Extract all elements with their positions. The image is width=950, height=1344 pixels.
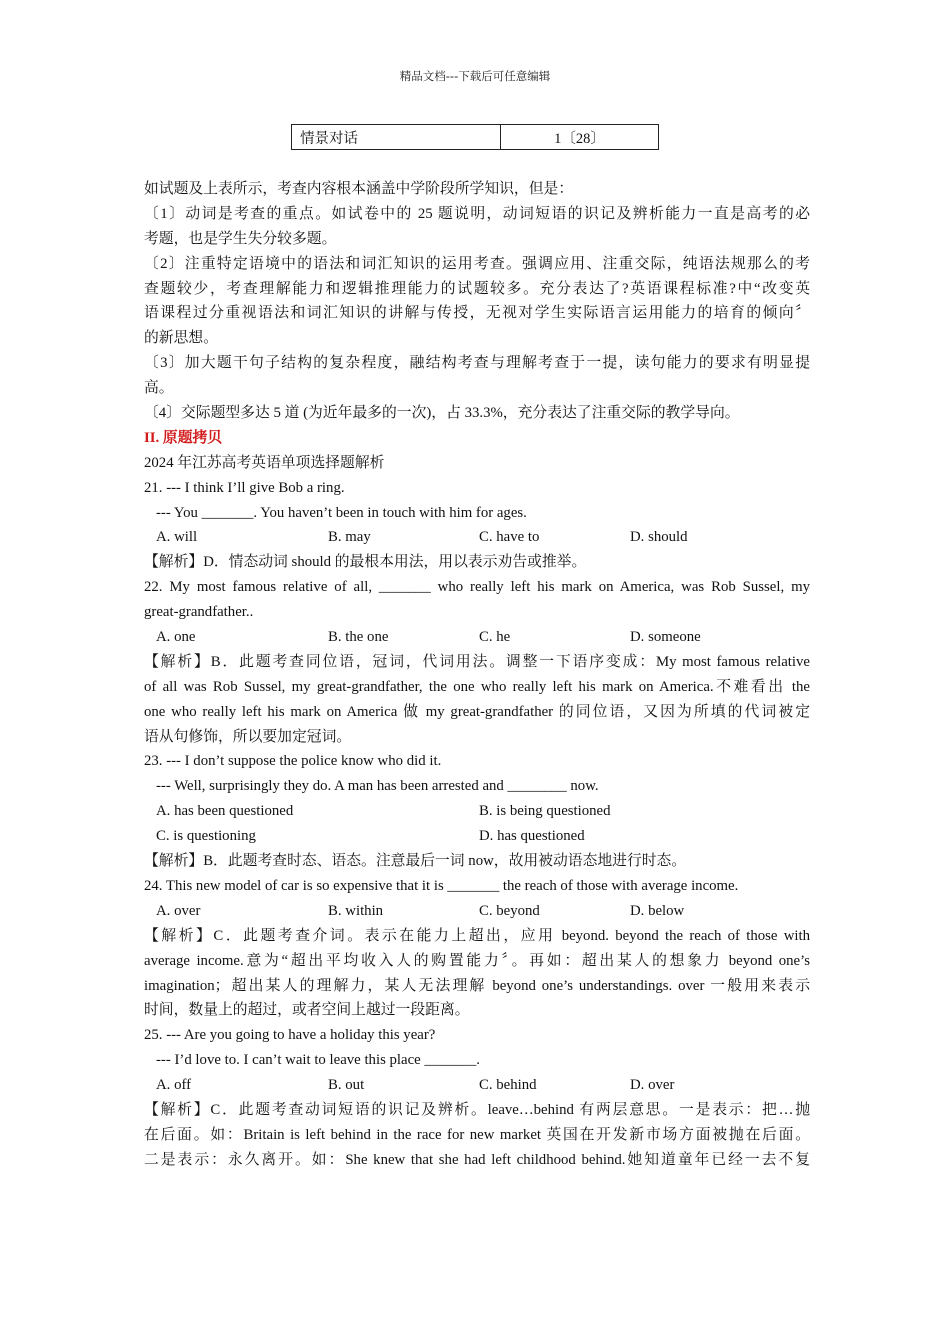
option-a: A. over (156, 902, 201, 919)
option-a: A. off (156, 1077, 192, 1094)
option-b: B. the one (328, 629, 389, 646)
question-25-analysis-cont: 二是表示：永久离开。如：She knew that she had left childhood behind.她知道童年已经一去不复 (144, 1151, 810, 1168)
option-d: D. should (630, 529, 688, 546)
table-cell-value: 1〔28〕 (501, 125, 659, 150)
option-c: C. is questioning (156, 828, 256, 845)
question-22-options (144, 625, 810, 650)
intro-point-4: 〔4〕交际题型多达 5 道 (为近年最多的一次)，占 33.3%，充分表达了注重交际的教学导向。 (144, 405, 740, 422)
page-header: 精品文档---下载后可任意编辑 (399, 69, 551, 83)
question-21-stem: 21. --- I think I’ll give Bob a ring. (144, 479, 345, 496)
option-c: C. have to (479, 529, 540, 546)
question-25-analysis: 【解析】C．此题考查动词短语的识记及辨析。leave…behind 有两层意思。一是表示：把…抛 (144, 1101, 810, 1118)
intro-point-2-cont: 语课程过分重视语法和词汇知识的讲解与传授，无视对学生实际语言运用能力的培育的倾向〞 (144, 305, 810, 322)
option-d: D. someone (630, 629, 701, 646)
question-22-analysis-cont: 语从句修饰，所以要加定冠词。 (144, 728, 352, 745)
option-d: D. below (630, 902, 685, 919)
option-b: B. out (328, 1077, 365, 1094)
question-23-options-row-2 (144, 824, 810, 849)
question-24-stem: 24. This new model of car is so expensive that it is _______ the reach of those with average income. (144, 877, 739, 894)
question-23-response: --- Well, surprisingly they do. A man has been arrested and ________ now. (156, 778, 599, 795)
table-cell-label: 情景对话 (292, 125, 501, 150)
question-22-stem: 22. My most famous relative of all, _______ who really left his mark on America, was Rob Sussel, my (144, 579, 810, 596)
question-22-analysis-cont: of all was Rob Sussel, my great-grandfather, the one who really left his mark on America.不难看出 the (144, 678, 810, 695)
document-body (144, 177, 810, 1173)
question-21-options (144, 525, 810, 550)
intro-lead: 如试题及上表所示，考查内容根本涵盖中学阶段所学知识，但是： (144, 181, 574, 197)
question-24-analysis-cont: imagination；超出某人的理解力，某人无法理解 beyond one’s understandings. over 一般用来表示 (144, 977, 810, 994)
option-a: A. has been questioned (156, 803, 294, 820)
question-23-options-row-1 (144, 799, 810, 824)
option-b: B. is being questioned (479, 803, 611, 820)
intro-point-2: 〔2〕注重特定语境中的语法和词汇知识的运用考查。强调应用、注重交际，纯语法规那么的考 (144, 255, 810, 272)
question-22-analysis: 【解析】B．此题考查同位语，冠词，代词用法。调整一下语序变成：My most famous relative (144, 653, 810, 670)
option-a: A. will (156, 529, 198, 546)
section-subtitle: 2024 年江苏高考英语单项选择题解析 (144, 454, 385, 471)
section-title: II. 原题拷贝 (144, 429, 223, 446)
option-b: B. may (328, 529, 371, 546)
question-24-analysis-cont: average income.意为“超出平均收入人的购置能力〞。再如：超出某人的想象力 beyond one’s (144, 952, 810, 969)
question-23-stem: 23. --- I don’t suppose the police know who did it. (144, 753, 442, 770)
table-row (292, 125, 659, 150)
question-24-options (144, 899, 810, 924)
question-25-options (144, 1073, 810, 1098)
question-24-analysis: 【解析】C．此题考查介词。表示在能力上超出，应用 beyond. beyond the reach of those with (144, 927, 810, 944)
option-d: D. over (630, 1077, 675, 1094)
intro-point-3: 〔3〕加大题干句子结构的复杂程度，融结构考查与理解考查于一提，读句能力的要求有明显提 (144, 355, 810, 372)
option-a: A. one (156, 629, 196, 646)
intro-point-2-cont: 查题较少，考查理解能力和逻辑推理能力的试题较多。充分表达了?英语课程标准?中“改变英 (144, 280, 810, 297)
option-d: D. has questioned (479, 828, 585, 845)
question-25-analysis-cont: 在后面。如：Britain is left behind in the race for new market 英国在开发新市场方面被抛在后面。 (144, 1126, 810, 1143)
intro-point-1-cont: 考题，也是学生失分较多题。 (144, 230, 337, 247)
intro-point-1: 〔1〕动词是考查的重点。如试卷中的 25 题说明，动词短语的识记及辨析能力一直是高考的必 (144, 205, 810, 222)
intro-point-2-cont: 的新思想。 (144, 330, 218, 347)
question-22-analysis-cont: one who really left his mark on America 做 my great-grandfather 的同位语，又因为所填的代词被定 (144, 703, 810, 720)
question-23-analysis: 【解析】B．此题考查时态、语态。注意最后一词 now，故用被动语态地进行时态。 (144, 853, 687, 870)
option-c: C. beyond (479, 902, 540, 919)
question-24-analysis-cont: 时间，数量上的超过，或者空间上越过一段距离。 (144, 1002, 470, 1019)
question-21-response: --- You _______. You haven’t been in touch with him for ages. (156, 504, 527, 521)
option-c: C. behind (479, 1077, 537, 1094)
category-table (291, 124, 659, 150)
option-c: C. he (479, 629, 511, 646)
option-b: B. within (328, 902, 384, 919)
question-25-stem: 25. --- Are you going to have a holiday this year? (144, 1027, 436, 1044)
question-21-analysis: 【解析】D．情态动词 should 的最根本用法，用以表示劝告或推举。 (144, 554, 587, 571)
question-22-stem-cont: great-grandfather.. (144, 604, 254, 621)
intro-point-3-cont: 高。 (144, 380, 174, 397)
question-25-response: --- I’d love to. I can’t wait to leave this place _______. (156, 1052, 480, 1069)
